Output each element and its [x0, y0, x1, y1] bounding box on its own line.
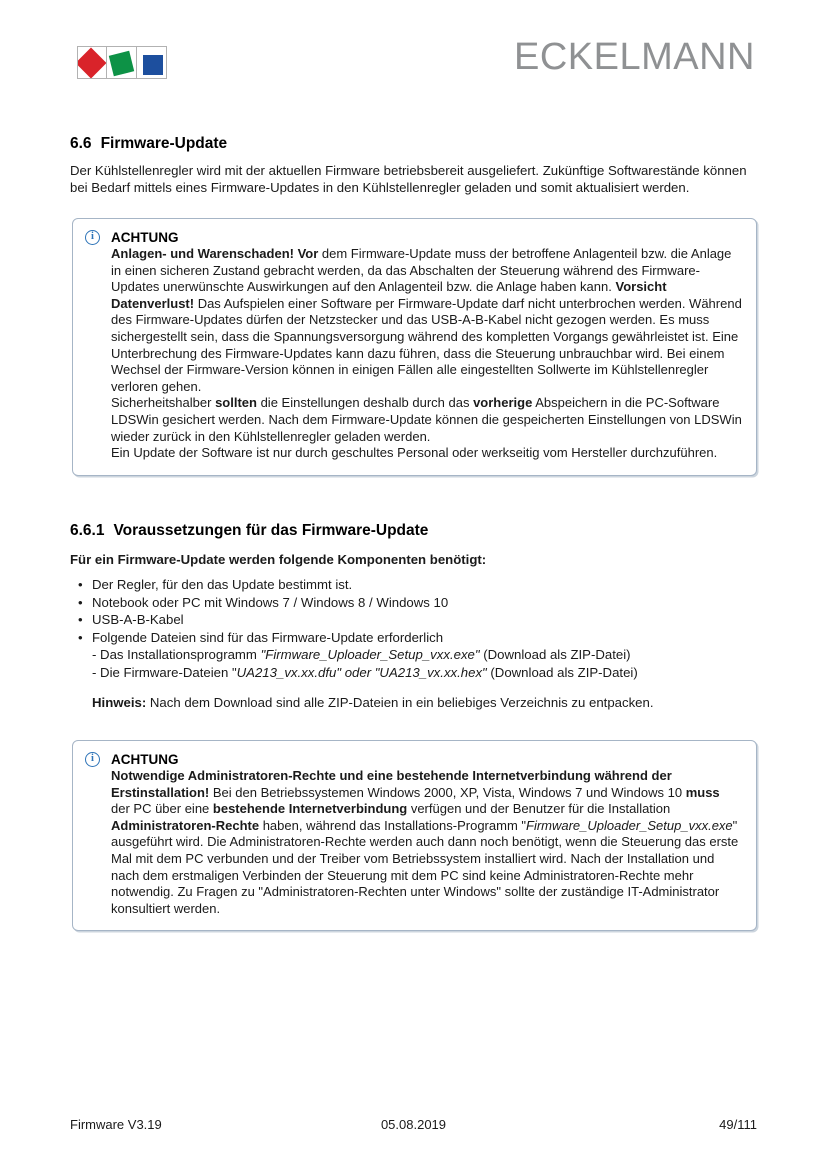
- red-diamond-icon: [77, 47, 107, 78]
- list-item: [70, 629, 757, 682]
- list-item-text: Folgende Dateien sind für das Firmware-Update erforderlich: [92, 629, 444, 645]
- logo-cell-blue: [137, 46, 167, 79]
- info-icon: [85, 752, 100, 767]
- info-icon: [85, 230, 100, 245]
- notice-box-achtung-1: [72, 218, 757, 476]
- green-square-icon: [109, 51, 134, 76]
- blue-square-icon: [143, 55, 163, 75]
- list-subitem: - Die Firmware-Dateien "UA213_vx.xx.dfu" oder "UA213_vx.xx.hex" (Download als ZIP-Datei): [92, 664, 638, 680]
- section-title: Firmware-Update: [100, 135, 228, 152]
- footer-version: Firmware V3.19: [70, 1117, 162, 1132]
- notice-title-row: [111, 229, 742, 246]
- intro-paragraph: Der Kühlstellenregler wird mit der aktuellen Firmware betriebsbereit ausgeliefert. Zukünftige Softwarestände können bei Bedarf mittels eines Firmware-Updates in den Kühlstellenregler geladen und somit aktualisiert werden.: [70, 163, 747, 195]
- notice-title-row: [111, 751, 742, 768]
- footer-page-number: 49/111: [719, 1117, 757, 1132]
- notice-box-achtung-2: [72, 740, 757, 931]
- section-number: 6.6.1: [70, 522, 105, 539]
- eckelmann-logo-mark: [77, 46, 167, 79]
- section-6-6-1-heading: [70, 522, 757, 540]
- footer-date: 05.08.2019: [380, 1117, 447, 1132]
- hinweis-note: Hinweis: Nach dem Download sind alle ZIP-Dateien in ein beliebiges Verzeichnis zu entpacken.: [92, 695, 654, 710]
- logo-cell-green: [107, 46, 137, 79]
- requirements-list: [70, 576, 757, 681]
- notice-title: ACHTUNG: [111, 752, 179, 767]
- section-number: 6.6: [70, 135, 92, 152]
- notice-title: ACHTUNG: [111, 230, 179, 245]
- requirements-lead: Für ein Firmware-Update werden folgende Komponenten benötigt:: [70, 552, 487, 567]
- page-footer: [70, 1117, 757, 1132]
- notice-body: Anlagen- und Warenschaden! Vor dem Firmware-Update muss der betroffene Anlagenteil bzw. die Anlage in einen sicheren Zustand gebracht werden, da das Abschalten der Steuerung während des Firmware-Updates unerwünschte Auswirkungen auf den Anlagenteil bzw. die Anlage haben kann. Vorsicht Datenverlust! Das Aufspielen einer Software per Firmware-Update darf nicht unterbrochen werden. Während des Firmware-Updates dürfen der Netzstecker und das USB-A-B-Kabel nicht gezogen werden. Es muss sichergestellt sein, dass die Spannungsversorgung während des kompletten Vorgangs gewährleistet ist. Eine Unterbrechung des Firmware-Updates kann dazu führen, dass die Steuerung unbrauchbar wird. Bei einem Wechsel der Firmware-Version können in einigen Fällen alle eingestellten Sollwerte im Kühlstellenregler verloren gehen. Sicherheitshalber sollten die Einstellungen deshalb durch das vorherige Abspeichern in die PC-Software LDSWin gesichert werden. Nach dem Firmware-Update können die gespeicherten Einstellungen von LDSWin wieder zurück in den Kühlstellenregler geladen werden. Ein Update der Software ist nur durch geschultes Personal oder werkseitig vom Hersteller durchzuführen.: [111, 246, 742, 461]
- section-title: Voraussetzungen für das Firmware-Update: [113, 522, 429, 539]
- section-6-6-heading: [70, 135, 757, 153]
- notice-body: Notwendige Administratoren-Rechte und eine bestehende Internetverbindung während der Erstinstallation! Bei den Betriebssystemen Windows 2000, XP, Vista, Windows 7 und Windows 10 muss der PC über eine bestehende Internetverbindung verfügen und der Benutzer für die Installation Administratoren-Rechte haben, während das Installations-Programm "Firmware_Uploader_Setup_vxx.exe" ausgeführt wird. Die Administratoren-Rechte werden auch dann noch benötigt, wenn die Steuerung das erste Mal mit dem PC verbunden und der Treiber vom Betriebssystem installiert wird. Nach der Installation und nach dem erstmaligen Verbinden der Steuerung mit dem PC sind keine Administratoren-Rechte mehr notwendig. Zu Fragen zu "Administratoren-Rechten unter Windows" sollte der zuständige IT-Administrator konsultiert werden.: [111, 768, 739, 916]
- brand-wordmark: ECKELMANN: [514, 36, 755, 78]
- list-subitem: - Das Installationsprogramm "Firmware_Uploader_Setup_vxx.exe" (Download als ZIP-Datei): [92, 647, 631, 662]
- list-item: • USB-A-B-Kabel: [70, 611, 757, 629]
- list-item: • Notebook oder PC mit Windows 7 / Windows 8 / Windows 10: [70, 594, 757, 612]
- list-item: • Der Regler, für den das Update bestimmt ist.: [70, 576, 757, 594]
- logo-cell-red: [77, 46, 107, 79]
